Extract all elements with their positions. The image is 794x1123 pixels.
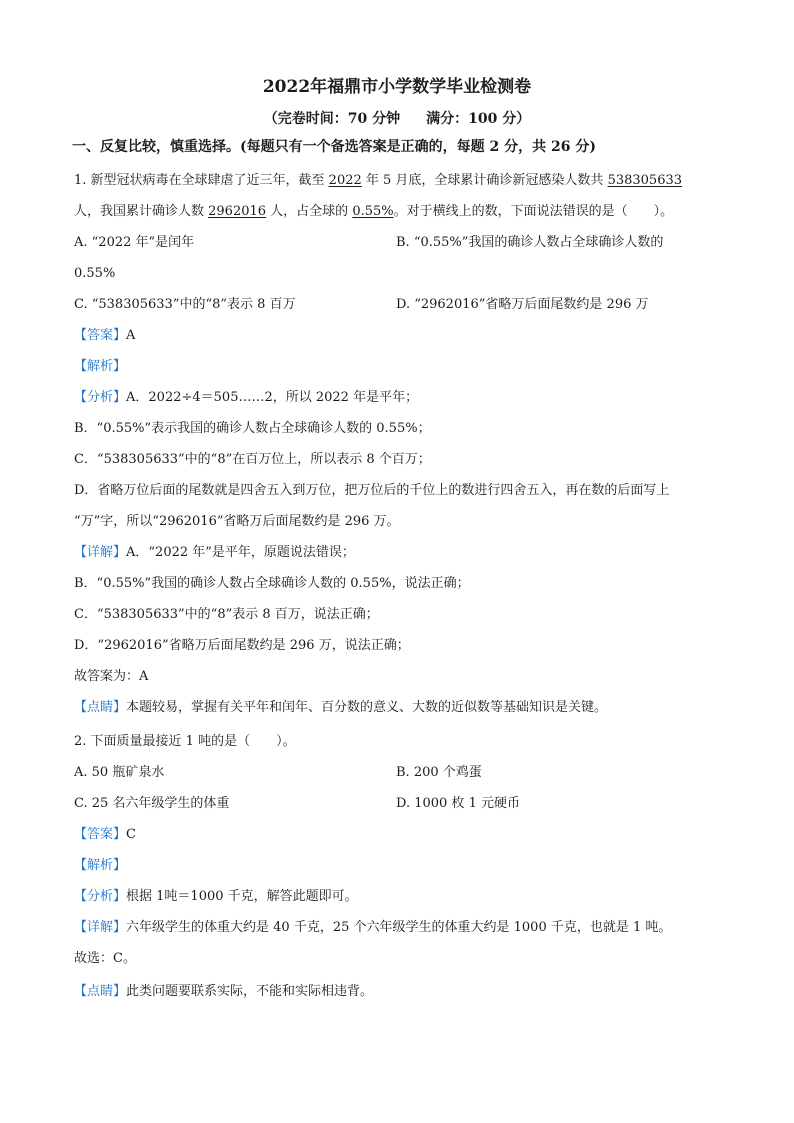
q1-text: 人，占全球的 <box>266 204 353 219</box>
dianjing-tag: 【点睛】 <box>74 700 127 715</box>
dianjing-tag: 【点睛】 <box>74 984 127 999</box>
q1-stem-line1 <box>74 172 682 190</box>
q1-fenxi-line5: “万”字，所以“2962016”省略万后面尾数约是 296 万。 <box>74 514 400 529</box>
q1-underlined-percent: 0.55% <box>352 204 394 219</box>
analysis-tag: 【解析】 <box>74 858 127 873</box>
q1-conclusion: 故答案为：A <box>74 669 149 684</box>
q2-dianjing <box>74 983 373 1001</box>
fenxi-text: 根据 1吨＝1000 千克，解答此题即可。 <box>126 889 358 904</box>
q2-option-b: B. 200 个鸡蛋 <box>396 765 482 780</box>
answer-value: C <box>126 827 136 842</box>
answer-tag: 【答案】 <box>74 328 127 343</box>
q1-underlined-total: 538305633 <box>607 173 683 188</box>
q1-text: 人，我国累计确诊人数 <box>74 204 209 219</box>
q1-underlined-year: 2022 <box>328 173 362 188</box>
page-title: 2022年福鼎市小学数学毕业检测卷 <box>262 77 532 97</box>
q1-xiangjie-line2: B．“0.55%”我国的确诊人数占全球确诊人数的 0.55%，说法正确； <box>74 576 470 591</box>
q1-fenxi-line2: B．“0.55%”表示我国的确诊人数占全球确诊人数的 0.55%； <box>74 421 431 436</box>
q2-option-c: C. 25 名六年级学生的体重 <box>74 796 230 811</box>
dianjing-text: 本题较易，掌握有关平年和闰年、百分数的意义、大数的近似数等基础知识是关键。 <box>126 700 608 715</box>
xiangjie-tag: 【详解】 <box>74 545 127 560</box>
q1-xiangjie-line4: D．“2962016”省略万后面尾数约是 296 万，说法正确； <box>74 638 410 653</box>
q1-option-b-continued: 0.55% <box>74 266 116 281</box>
q2-xiangjie <box>74 919 671 937</box>
q1-dianjing <box>74 699 607 717</box>
q2-option-d: D. 1000 枚 1 元硬币 <box>396 796 520 811</box>
q2-option-a: A. 50 瓶矿泉水 <box>74 765 165 780</box>
section-heading: 一、反复比较，慎重选择。(每题只有一个备选答案是正确的，每题 2 分，共 26 分) <box>72 139 596 155</box>
q2-stem: 2. 下面质量最接近 1 吨的是（ ）。 <box>74 734 296 749</box>
q2-conclusion: 故选：C。 <box>74 951 136 966</box>
time-limit: （完卷时间：70 分钟 <box>263 111 401 127</box>
q1-option-a: A. “2022 年”是闰年 <box>74 235 195 250</box>
q1-underlined-china: 2962016 <box>208 204 267 219</box>
q1-analysis-heading <box>74 358 126 376</box>
q1-option-b: B. “0.55%”我国的确诊人数占全球确诊人数的 <box>396 235 664 250</box>
q1-fenxi-line3: C．“538305633”中的“8”在百万位上，所以表示 8 个百万； <box>74 452 431 467</box>
q1-answer <box>74 327 135 345</box>
full-score: 满分：100 分） <box>426 111 531 127</box>
fenxi-text: A．2022÷4＝505……2，所以 2022 年是平年； <box>126 390 419 405</box>
q1-xiangjie-line1 <box>74 544 355 562</box>
exam-subtitle <box>0 108 794 128</box>
fenxi-tag: 【分析】 <box>74 390 127 405</box>
q2-analysis-heading <box>74 857 126 875</box>
q1-option-c: C. “538305633”中的“8”表示 8 百万 <box>74 297 296 312</box>
q1-text: 年 5 月底，全球累计确诊新冠感染人数共 <box>361 173 608 188</box>
q1-option-d: D. “2962016”省略万后面尾数约是 296 万 <box>396 297 649 312</box>
q1-stem-line2 <box>74 203 673 221</box>
xiangjie-text: 六年级学生的体重大约是 40 千克，25 个六年级学生的体重大约是 1000 千克，也就是 1 吨。 <box>126 920 672 935</box>
xiangjie-text: A．“2022 年”是平年，原题说法错误； <box>126 545 355 560</box>
analysis-tag: 【解析】 <box>74 359 127 374</box>
dianjing-text: 此类问题要联系实际，不能和实际相违背。 <box>126 984 374 999</box>
q2-answer <box>74 826 136 844</box>
q1-fenxi-line4: D．省略万位后面的尾数就是四舍五入到万位，把万位后的千位上的数进行四舍五入，再在数的后面写上 <box>74 483 670 498</box>
xiangjie-tag: 【详解】 <box>74 920 127 935</box>
q2-fenxi <box>74 888 358 906</box>
q1-xiangjie-line3: C．“538305633”中的“8”表示 8 百万，说法正确； <box>74 607 379 622</box>
fenxi-tag: 【分析】 <box>74 889 127 904</box>
answer-value: A <box>126 328 136 343</box>
q1-fenxi-line1 <box>74 389 418 407</box>
q1-text: 。对于横线上的数，下面说法错误的是（ ）。 <box>393 204 674 219</box>
answer-tag: 【答案】 <box>74 827 127 842</box>
q1-text: 1. 新型冠状病毒在全球肆虐了近三年，截至 <box>74 173 329 188</box>
